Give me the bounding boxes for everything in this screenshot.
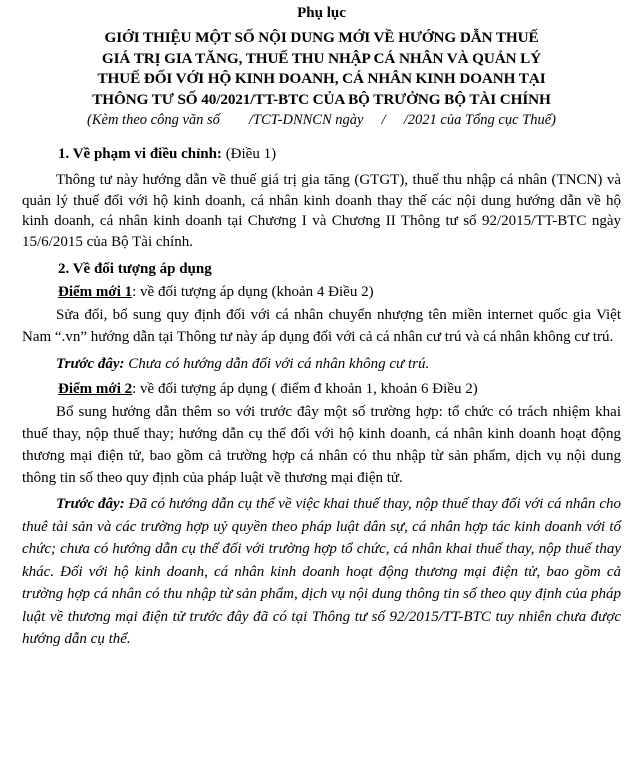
new-point-1-heading	[58, 282, 621, 302]
section-1-heading	[58, 145, 621, 164]
document-subtitle: (Kèm theo công văn số /TCT-DNNCN ngày / /2021 của Tổng cục Thuế)	[87, 112, 556, 128]
new-point-2-text: : về đối tượng áp dụng ( điểm đ khoản 1, khoản 6 Điều 2)	[132, 381, 478, 397]
section-1-title: 1. Về phạm vi điều chỉnh:	[58, 146, 222, 162]
new-point-2-label: Điểm mới 2	[58, 381, 133, 397]
previous-label-2: Trước đây:	[56, 496, 125, 512]
new-point-1-label: Điểm mới 1	[58, 284, 133, 300]
title-line-3: THUẾ ĐỐI VỚI HỘ KINH DOANH, CÁ NHÂN KINH DOANH TẠI	[97, 70, 546, 87]
title-line-1: GIỚI THIỆU MỘT SỐ NỘI DUNG MỚI VỀ HƯỚNG DẪN THUẾ	[104, 29, 539, 46]
section-1-body: Thông tư này hướng dẫn về thuế giá trị gia tăng (GTGT), thuế thu nhập cá nhân (TNCN) và quản lý thuế đối với hộ kinh doanh, cá nhân kinh doanh thay thế các nội dung hướng dẫn về hộ kinh doanh, cá nhân kinh doanh tại Chương I và Chương II Thông tư số 92/2015/TT-BTC ngày 15/6/2015 của Bộ Tài chính.	[22, 172, 621, 250]
new-point-2-body: Bổ sung hướng dẫn thêm so với trước đây một số trường hợp: tổ chức có trách nhiệm khai thuế thay, nộp thuế thay; hướng dẫn cụ thể đối với hộ kinh doanh, cá nhân kinh doanh hoạt động thương mại điện tử, bao gồm cả trường hợp cá nhân có thu nhập từ sản phẩm, dịch vụ nội dung thông tin số theo quy định của pháp luật về thương mại điện tử.	[22, 404, 621, 486]
new-point-1-body: Sửa đổi, bổ sung quy định đối với cá nhân chuyển nhượng tên miền internet quốc gia Việt Nam “.vn” hướng dẫn tại Thông tư này áp dụng đối với cả cá nhân cư trú và cá nhân không cư trú.	[22, 307, 621, 345]
title-line-2: GIÁ TRỊ GIA TĂNG, THUẾ THU NHẬP CÁ NHÂN VÀ QUẢN LÝ	[101, 49, 542, 67]
previous-label-1: Trước đây:	[56, 356, 125, 372]
new-point-1-previous	[22, 354, 621, 374]
document-title	[22, 28, 621, 110]
new-point-1-text: : về đối tượng áp dụng (khoản 4 Điều 2)	[132, 284, 374, 300]
title-line-4: THÔNG TƯ SỐ 40/2021/TT-BTC CỦA BỘ TRƯỞNG BỘ TÀI CHÍNH	[92, 90, 551, 108]
section-2-heading: 2. Về đối tượng áp dụng	[58, 261, 212, 277]
section-1-reference: (Điều 1)	[221, 146, 277, 162]
new-point-2-heading	[58, 379, 621, 399]
appendix-label: Phụ lục	[297, 5, 346, 21]
new-point-2-previous	[22, 493, 621, 651]
previous-text-2: Đã có hướng dẫn cụ thể về việc khai thuế thay, nộp thuế thay đối với cá nhân cho thuê tài sản và các trường hợp uỷ quyền theo pháp luật dân sự, cá nhân hợp tác kinh doanh với tổ chức; chưa có hướng dẫn cụ thể đối với trường hợp tổ chức, cá nhân khai thuế thay, nộp thuế thay khác. Đối với hộ kinh doanh, cá nhân kinh doanh hoạt động thương mại điện tử, bao gồm cả trường hợp cá nhân có thu nhập từ sản phẩm, dịch vụ nội dung thông tin số theo quy định của pháp luật về thương mại điện tử trước đây đã có tại Thông tư số 92/2015/TT-BTC tuy nhiên chưa được hướng dẫn cụ thể.	[22, 496, 621, 647]
previous-text-1: Chưa có hướng dẫn đối với cá nhân không cư trú.	[124, 356, 430, 372]
